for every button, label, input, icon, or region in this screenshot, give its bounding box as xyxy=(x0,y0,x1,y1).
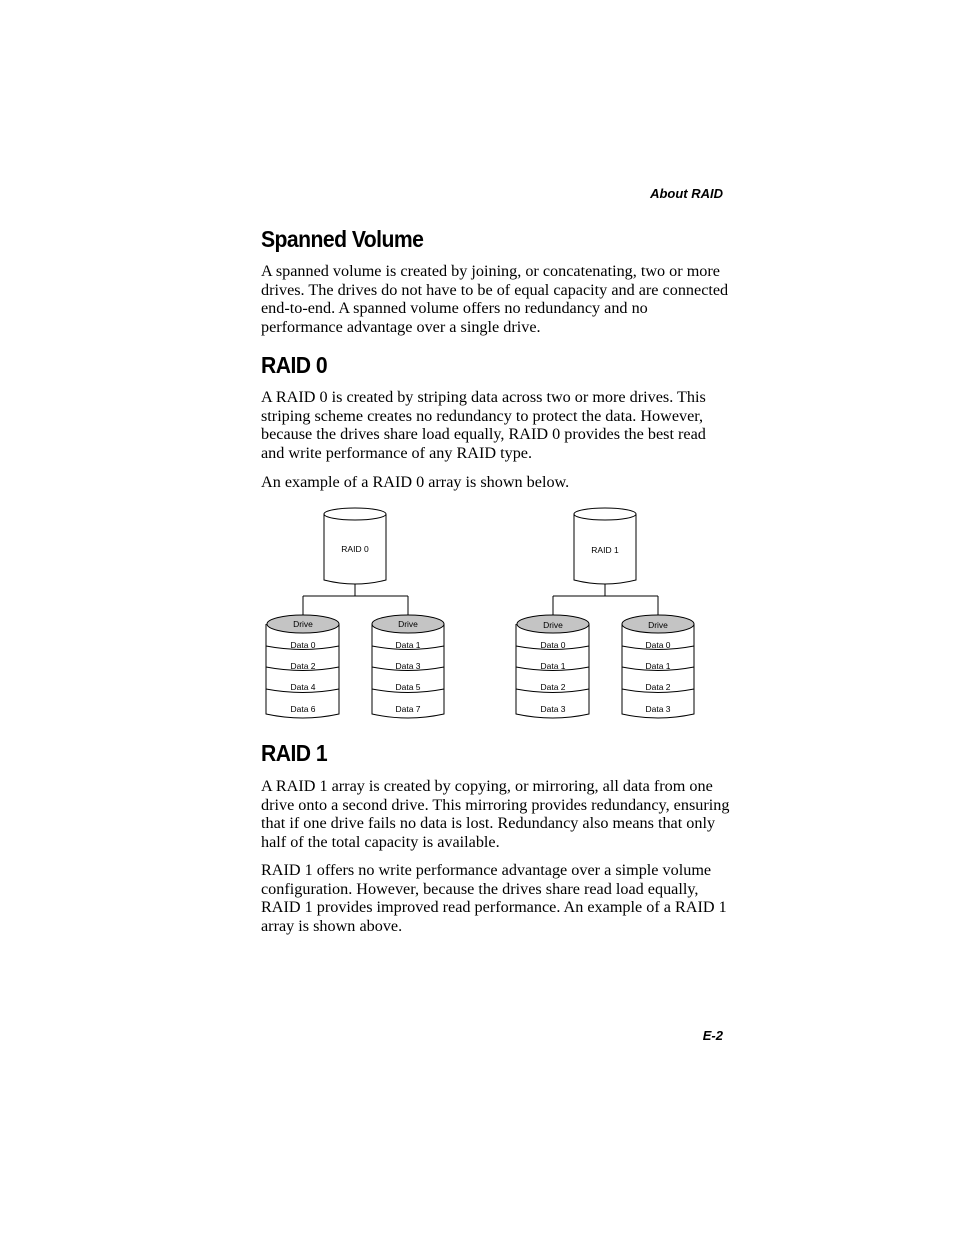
raid0-drive-1 xyxy=(266,615,339,718)
raid0-paragraph-1: A RAID 0 is created by striping data across two or more drives. This striping scheme creates no redundancy to protect the data. However, because the drives share load equally, RAID 0 provides the best read and write performance of any RAID type. xyxy=(261,388,706,463)
raid1-drive-1 xyxy=(516,615,589,718)
data-block: Data 2 xyxy=(540,682,566,692)
raid1-array-cylinder xyxy=(574,508,636,584)
page-number: E-2 xyxy=(702,1028,723,1043)
data-block: Data 3 xyxy=(540,704,566,714)
raid1-array-label: RAID 1 xyxy=(591,545,619,555)
data-block: Data 2 xyxy=(645,682,671,692)
raid1-paragraph-1: A RAID 1 array is created by copying, or mirroring, all data from one drive onto a second drive. This mirroring provides redundancy, ensuring that if one drive fails no data is lost. Redundancy also means that only half of the total capacity is available. xyxy=(261,777,730,852)
data-block: Data 5 xyxy=(395,682,421,692)
raid1-paragraph-2: RAID 1 offers no write performance advantage over a simple volume configuration. However, because the drives share read load equally, RAID 1 provides improved read performance. An example of a RAID 1 array is shown above. xyxy=(261,861,727,936)
raid0-array-cylinder xyxy=(324,508,386,584)
drive-label: Drive xyxy=(398,619,418,629)
data-block: Data 3 xyxy=(395,661,421,671)
running-head: About RAID xyxy=(650,186,723,201)
spanned-volume-heading: Spanned Volume xyxy=(261,226,424,252)
raid-diagram xyxy=(255,500,715,725)
spanned-volume-paragraph: A spanned volume is created by joining, or concatenating, two or more drives. The drives do not have to be of equal capacity and are connected end-to-end. A spanned volume offers no redundancy and no performance advantage over a single drive. xyxy=(261,262,729,337)
raid0-paragraph-2: An example of a RAID 0 array is shown below. xyxy=(261,473,570,491)
drive-label: Drive xyxy=(293,619,313,629)
data-block: Data 1 xyxy=(395,640,421,650)
data-block: Data 0 xyxy=(645,640,671,650)
data-block: Data 3 xyxy=(645,704,671,714)
raid0-drive-2 xyxy=(372,615,444,718)
data-block: Data 0 xyxy=(540,640,566,650)
data-block: Data 4 xyxy=(290,682,316,692)
raid0-array-label: RAID 0 xyxy=(341,544,369,554)
data-block: Data 2 xyxy=(290,661,316,671)
raid1-heading: RAID 1 xyxy=(261,740,328,766)
raid1-drive-2 xyxy=(622,615,694,718)
data-block: Data 7 xyxy=(395,704,421,714)
drive-label: Drive xyxy=(543,620,563,630)
data-block: Data 1 xyxy=(540,661,566,671)
data-block: Data 1 xyxy=(645,661,671,671)
raid0-heading: RAID 0 xyxy=(261,352,328,378)
data-block: Data 0 xyxy=(290,640,316,650)
data-block: Data 6 xyxy=(290,704,316,714)
drive-label: Drive xyxy=(648,620,668,630)
